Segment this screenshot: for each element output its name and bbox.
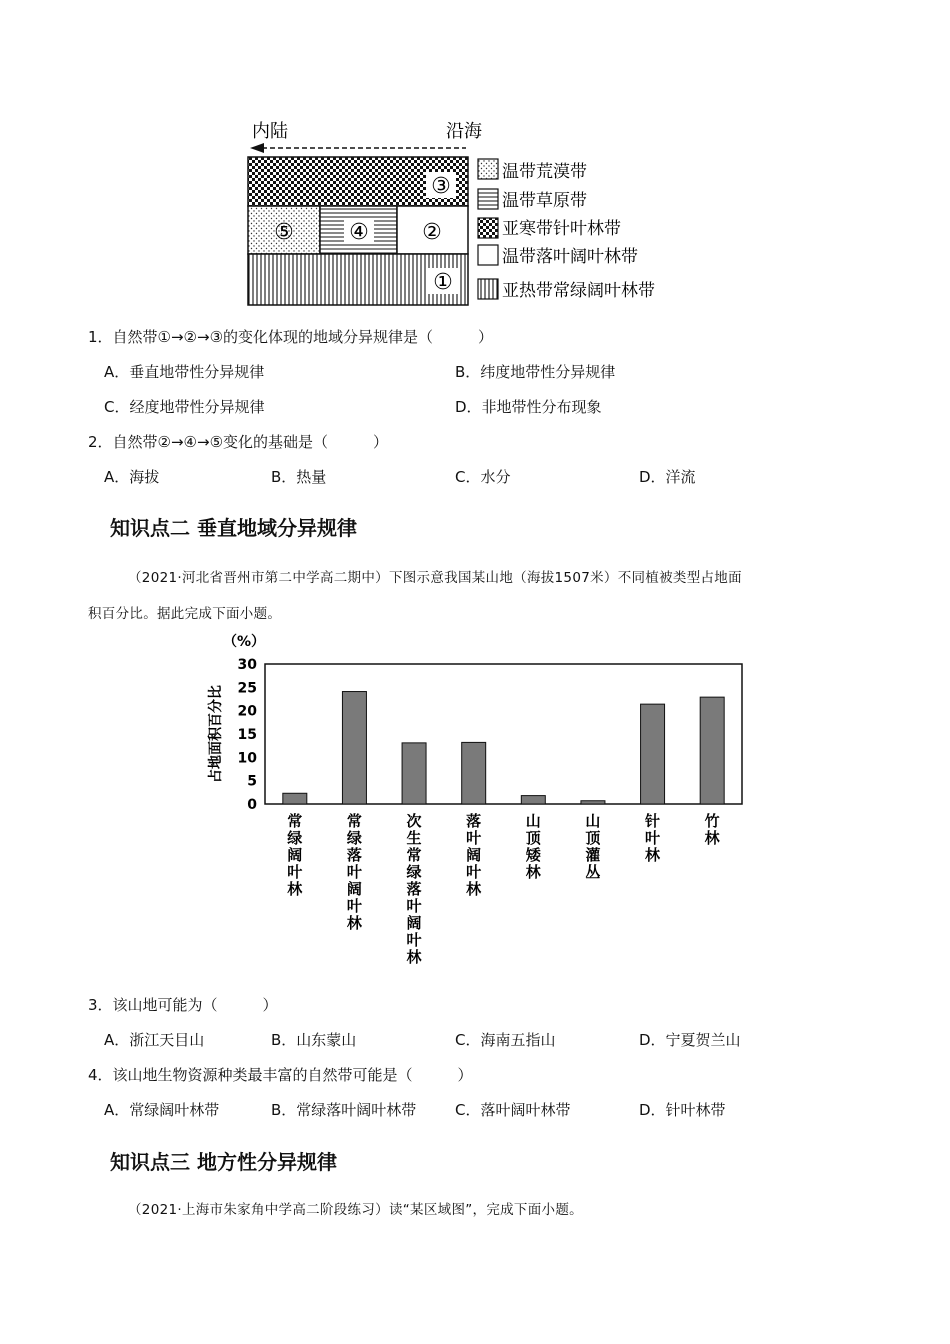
legend-label-desert: 温带荒漠带: [502, 162, 587, 182]
question-3-option-d: D．宁夏贺兰山: [639, 1031, 741, 1049]
chart-bars: [283, 692, 724, 804]
question-2-stem: 2．自然带②→④→⑤变化的基础是（ ）: [88, 433, 389, 451]
question-3-stem: 3．该山地可能为（ ）: [88, 996, 278, 1014]
zone-5-label: ⑤: [274, 220, 294, 245]
question-4-option-c: C．落叶阔叶林带: [455, 1101, 571, 1119]
question-1-option-d: D．非地带性分布现象: [455, 398, 602, 416]
chart-y-tick-label: 30: [237, 657, 257, 673]
section-3-heading: 知识点三 地方性分异规律: [110, 1150, 337, 1174]
chart-category-label: 次生常绿落叶阔叶林: [406, 812, 422, 966]
chart-category-label: 山顶灌丛: [585, 812, 601, 881]
chart-bar: [402, 743, 426, 804]
vegetation-bar-chart: [195, 628, 755, 973]
chart-bar: [462, 742, 486, 804]
legend-swatch-deciduous: [478, 245, 498, 265]
chart-unit-label: （%）: [223, 634, 266, 650]
question-1-stem: 1．自然带①→②→③的变化体现的地域分异规律是（ ）: [88, 328, 494, 346]
chart-bar: [700, 697, 724, 804]
chart-y-axis-title: [207, 685, 224, 783]
chart-bar: [342, 692, 366, 804]
question-2-option-c: C．水分: [455, 468, 511, 486]
section-3-intro: （2021·上海市朱家角中学高二阶段练习）读“某区域图”，完成下面小题。: [128, 1202, 583, 1218]
section-2-intro-line-2: 积百分比。据此完成下面小题。: [88, 606, 282, 622]
chart-y-axis-label: 占地面积百分比: [208, 685, 224, 783]
question-2-option-a: A．海拔: [104, 468, 160, 486]
chart-category-label: 落叶阔叶林: [466, 812, 482, 898]
question-3-option-b: B．山东蒙山: [271, 1031, 357, 1049]
legend-swatch-coniferous: [478, 218, 498, 238]
question-1-option-a: A．垂直地带性分异规律: [104, 363, 265, 381]
chart-category-label: 山顶矮林: [525, 812, 541, 881]
legend-label-steppe: 温带草原带: [502, 191, 587, 211]
legend-label-evergreen: 亚热带常绿阔叶林带: [502, 281, 655, 301]
zone-2-label: ②: [422, 220, 442, 245]
chart-y-tick-label: 10: [237, 750, 257, 767]
zone-3-label: ③: [431, 174, 451, 199]
chart-bar: [521, 796, 545, 804]
chart-y-ticks: [238, 657, 258, 813]
chart-category-labels: [287, 812, 720, 966]
question-4-stem: 4．该山地生物资源种类最丰富的自然带可能是（ ）: [88, 1066, 473, 1084]
section-2-intro-line-1: （2021·河北省晋州市第二中学高二期中）下图示意我国某山地（海拔1507米）不同植被类型占地面: [128, 570, 742, 586]
chart-y-tick-label: 0: [247, 797, 257, 813]
chart-bar: [641, 704, 665, 804]
legend-swatch-steppe: [478, 189, 498, 209]
chart-y-tick-label: 5: [247, 773, 257, 790]
chart-bar: [581, 801, 605, 804]
zone-4-label: ④: [349, 220, 369, 245]
coastal-label: 沿海: [446, 121, 482, 142]
question-2-option-b: B．热量: [271, 468, 327, 486]
question-1-option-c: C．经度地带性分异规律: [104, 398, 265, 416]
question-2-option-d: D．洋流: [639, 468, 696, 486]
chart-category-label: 竹林: [704, 812, 720, 847]
legend-label-deciduous: 温带落叶阔叶林带: [502, 247, 638, 267]
legend-label-coniferous: 亚寒带针叶林带: [502, 219, 621, 239]
question-4-option-d: D．针叶林带: [639, 1101, 726, 1119]
legend-swatch-desert: [478, 159, 498, 179]
chart-y-tick-label: 25: [237, 680, 257, 697]
chart-plot-frame: [265, 664, 742, 804]
question-1-option-b: B．纬度地带性分异规律: [455, 363, 616, 381]
question-3-option-c: C．海南五指山: [455, 1031, 556, 1049]
zone-1-label: ①: [433, 270, 453, 295]
question-4-option-a: A．常绿阔叶林带: [104, 1101, 220, 1119]
question-4-option-b: B．常绿落叶阔叶林带: [271, 1101, 417, 1119]
section-2-heading: 知识点二 垂直地域分异规律: [110, 516, 357, 540]
chart-category-label: 常绿落叶阔叶林: [346, 812, 362, 932]
chart-category-label: 常绿阔叶林: [287, 812, 303, 898]
chart-y-tick-label: 15: [237, 727, 257, 743]
chart-category-label: 针叶林: [645, 812, 661, 864]
inland-label: 内陆: [252, 121, 288, 142]
natural-zones-diagram: [240, 112, 720, 312]
chart-y-tick-label: 20: [237, 703, 257, 720]
legend-swatch-evergreen: [478, 279, 498, 299]
direction-arrow-head: [250, 143, 264, 153]
chart-bar: [283, 793, 307, 804]
question-3-option-a: A．浙江天目山: [104, 1031, 205, 1049]
